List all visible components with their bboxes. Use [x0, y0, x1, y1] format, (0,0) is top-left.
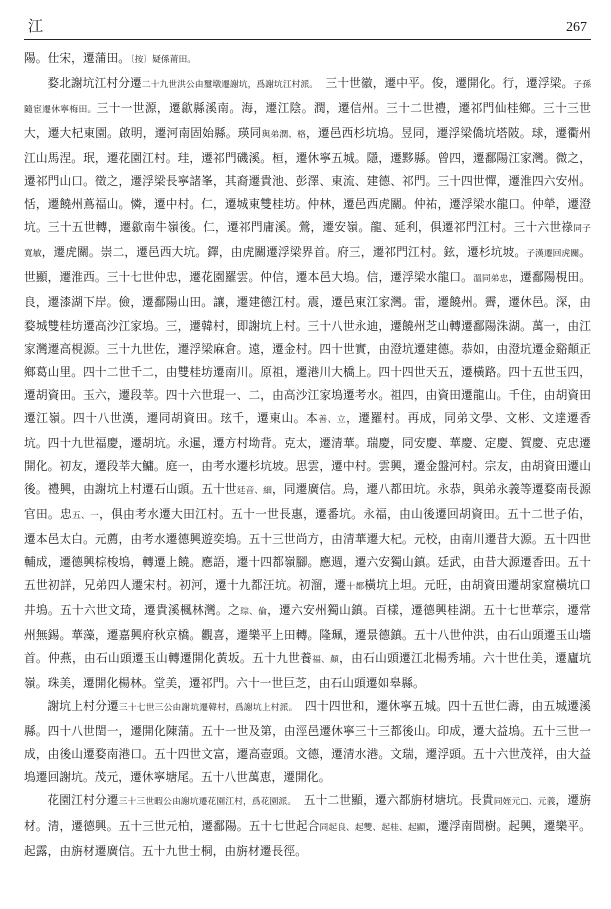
text-run: 婺北謝坑江村分遷	[47, 76, 142, 91]
text-run: ，遷虎關。崇二，遷邑西大坑。鐸，由虎關遷浮梁界首。府三，遷祁門江村。鉉，遷杉坑坡。	[41, 245, 527, 260]
annotation-note: 三十三世暇公由謝坑遷花園江村，爲花園派。	[118, 797, 292, 808]
paragraph	[24, 789, 591, 862]
text-run: ，同遷廣信。烏，遷八都田坑。永恭，與弟永義等遷婺南長源官田。忠	[24, 481, 591, 521]
text-run: 陽。仕宋，遷蒲田。	[24, 51, 131, 65]
annotation-note: 子漢遷回虎關	[526, 249, 580, 260]
annotation-note: 福、顏	[312, 655, 340, 666]
text-run: ，遷羅村。再成，同弟文學、文彬、文達遷香坑。四十九世福慶，遷胡坑。永暹，遷方村坳背。克太，遷清華。瑞慶，同安慶、華慶、定慶、賀慶、克忠遷開化。初友，遷段莘大鱅。庭一，由考水遷杉坑坡。思雲，遷中村。雲興，遷金盤河村。宗友，由胡資田遷山後。禮興，由謝坑上村遷石山頭。五十世	[24, 410, 591, 496]
annotation-note: 琮、倫	[240, 607, 268, 618]
paragraph	[24, 72, 591, 695]
section-title: 江	[28, 17, 45, 35]
annotation-note: 五、一	[72, 510, 100, 521]
text-run: 四十四世和，遷休寧五城。四十五世仁壽，由五城遷溪縣。四十八世閏一，遷開化陳蒲。五十一世及第，由涇邑遷休寧三十三都後山。印成，遷大益塢。五十三世一成，由後山遷婺南港口。五十四世文富，遷高壺頭。文德，遷清水港。文瑞，遷浮頭。五十六世茂祥，由大益塢遷回謝坑。茂元，遷休寧塘尾。五十八世萬恵，遷開化。	[24, 699, 591, 785]
annotation-note: 二十九世洪公由璽墩遷謝坑，爲謝坑江村派。	[141, 80, 314, 91]
annotation-note: 子孫隨宦遷休寧梅田。	[24, 80, 591, 116]
text-run: ，遷旃材。清，遷德興。五十三世元柏，遷鄱陽。五十七世起合	[24, 793, 592, 833]
annotation-note: 溫同弟忠	[473, 274, 509, 285]
running-header	[24, 14, 591, 40]
annotation-note: 〔按〕疑係莆田。	[130, 55, 197, 65]
text-run: 。世顯，遷淮西。三十七世仲忠，遷花園羅雲。仲信，遷本邑大塢。信，遷浮梁水龍口。	[24, 245, 591, 285]
annotation-note: 廷音、細	[236, 485, 272, 496]
text-run: ，遷六安州獨山鎮。百樣，遷德興桂湖。五十七世華宗，遷常州無錫。華藻，遷嘉興府秋京橋。觀喜，遷樂平上田轉。隆珮，遷景德鎮。五十八世仲洪，由石山頭遷玉山墻首。仲燕，由石山頭遷玉山轉遷開化黃坂。五十九世養	[24, 603, 591, 666]
annotation-note: 與弟潤、格	[261, 130, 306, 141]
text-run: ，遷邑西杉坑塢。昱同，遷浮梁僑坑塔陂。球，遷衢州江山馬涅。珉，遷花園江村。珪，遷祁門磯溪。桓，遷休寧五城。隱，遷黟縣。曾四，遷鄱陽江家灣。微之，遷祁門山口。徵之，遷浮梁長寧諸峯，其裔遷貴池、彭澤、東流、建德、祁門。三十四世憚，遷淮四六安州。恬，遷饒州蔦福山。憐，遷中村。仁，遷城東雙桂坊。仲林，遷邑西虎關。仲祐，遷浮梁水龍口。仲犖，遷澄坑。三十五世轉，遷歙南牛嶺後。仁，遷祁門庸溪。鶯，遷安嶺。龍、延利，俱遷祁門江村。三十六世祿	[24, 126, 591, 235]
paragraph	[24, 47, 591, 72]
text-run: ，遷浮南間樹。起興，遷樂平。起露，由旃材遷廣信。五十九世士桐，由旃材遷長徑。	[24, 818, 591, 858]
text-run: 橫坑上坦。元旺，由胡資田遷胡家窟橫坑口井塢。五十六世文琦，遷貴溪楓林灣。之	[24, 578, 591, 618]
body-text	[24, 47, 591, 863]
paragraph	[24, 695, 591, 789]
annotation-note: 十都	[346, 582, 365, 593]
text-run: 五十二世顯，遷六都旃材塘坑。長貴	[291, 793, 494, 808]
annotation-note: 善、立	[318, 414, 347, 425]
text-run: 謝坑上村分遷	[47, 699, 119, 714]
text-run: 三十一世源，遷歙縣溪南。海，遷江陰。潤，遷信州。三十二世禮，遷祁門仙桂鄉。三十三世大，遷大杞東園。啟明，遷河南固始縣。瑛同	[24, 101, 591, 141]
text-run: 花園江村分遷	[47, 793, 119, 808]
annotation-note: 同起良、起雙、起桂、起顯	[319, 822, 426, 833]
page-number: 267	[566, 20, 587, 35]
text-run: ，遷鄱陽梘田。良，遷漆湖下岸。儉，遷鄱陽山田。讓，遷建德江村。震，遷邑東江家灣。雷，遷饒州。霽，遷休邑。深，由婺城雙桂坊遷高沙江家塢。三，遷韓村，即謝坑上村。三十八世永迪，遷饒州芝山轉遷鄱陽洙湖。萬一，由江家灣遷高梘源。三十九世佐，遷浮梁麻倉。遠，遷金村。四十世實，由澄坑遷建德。恭如，由澄坑遷金谿顛正鄉葛山里。四十二世千二，由雙桂坊遷南川。原祖，遷港川大橋上。四十四世天五，遷橫路。四十五世玉四，遷胡資田。玉六，遷段莘。四十六世琨一、二，由高沙江家塢遷考水。祖四，由資田遷龍山。千住，由胡資田遷江嶺。四十八世漢，遷同胡資田。玹千，遷東山。本	[24, 270, 591, 425]
text-run: 三十世徽，遷中平。俊，遷開化。行，遷浮梁。	[313, 76, 574, 91]
annotation-note: 同姪元□、元義	[493, 797, 556, 808]
annotation-note: 三十七世三公由謝坑遷韓村，爲謝坑上村派。	[118, 703, 294, 714]
text-run: ，由石山頭遷江北楊秀埔。六十世仕美，遷廬坑嶺。珠美，遷開化楊林。堂美，遷祁門。六十一世巨芝，由石山頭遷如皋縣。	[24, 651, 591, 691]
text-run: ，俱由考水遷大田江村。五十一世長惠，遷番坑。永福，由山後遷回胡資田。五十二世子佑，遷本邑太白。元薦，由考水遷德興遊奕塢。五十三世尚方，由清華遷大杞。元校，由南川遷昔大源。五十四世輔成，遷德興棕梭塢，轉遷上饒。應語，遷十四都嶺腳。應週，遷六安獨山鎮。廷武，由昔大源遷香田。五十五世初詳，兄弟四人遷宋村。初河，遷十九都汪坑。初溜，遷	[24, 506, 591, 593]
annotation-note: 同子寬敏	[24, 224, 591, 260]
